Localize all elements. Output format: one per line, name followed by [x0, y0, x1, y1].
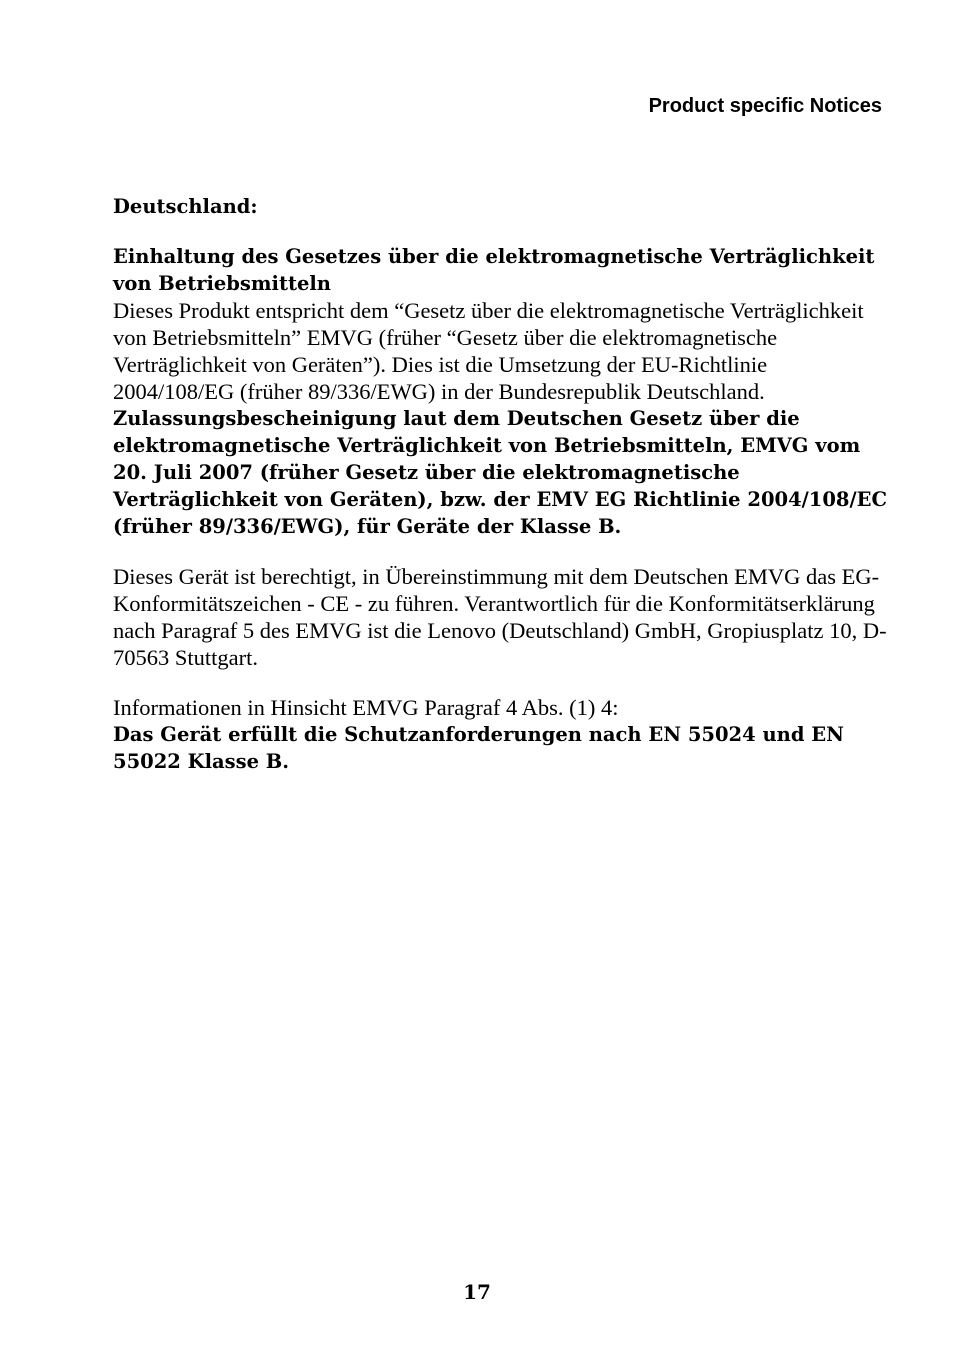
page-header-title: Product specific Notices: [648, 95, 882, 117]
country-heading: Deutschland:: [113, 195, 258, 218]
info-line: Informationen in Hinsicht EMVG Paragraf 4 Abs. (1) 4:: [113, 695, 619, 720]
document-body: [113, 193, 889, 775]
section-heading: Einhaltung des Gesetzes über die elektromagnetische Verträglichkeit von Betriebsmitteln: [113, 245, 875, 295]
paragraph-ce-mark: Dieses Gerät ist berechtigt, in Übereinstimmung mit dem Deutschen EMVG das EG-Konformitätszeichen - CE - zu führen. Verantwortlich für die Konformitätserklärung nach Paragraf 5 des EMVG ist die Lenovo (Deutschland) GmbH, Gropiusplatz 10, D-70563 Stuttgart.: [113, 564, 887, 670]
paragraph-emvg-compliance: Dieses Produkt entspricht dem “Gesetz über die elektromagnetische Verträglichkeit von Betriebsmitteln” EMVG (früher “Gesetz über die elektromagnetische Verträglichkeit von Geräten”). Dies ist die Umsetzung der EU-Richtlinie 2004/108/EG (früher 89/336/EWG) in der Bundesrepublik Deutschland.: [113, 298, 864, 404]
certification-heading: Zulassungsbescheinigung laut dem Deutschen Gesetz über die elektromagnetische Verträglichkeit von Betriebsmitteln, EMVG vom 20. Juli 2007 (früher Gesetz über die elektromagnetische Verträglichkeit von Geräten), bzw. der EMV EG Richtlinie 2004/108/EC (früher 89/336/EWG), für Geräte der Klasse B.: [113, 407, 887, 538]
page-number: 17: [463, 1280, 491, 1304]
info-bold-statement: Das Gerät erfüllt die Schutzanforderungen nach EN 55024 und EN 55022 Klasse B.: [113, 723, 844, 773]
